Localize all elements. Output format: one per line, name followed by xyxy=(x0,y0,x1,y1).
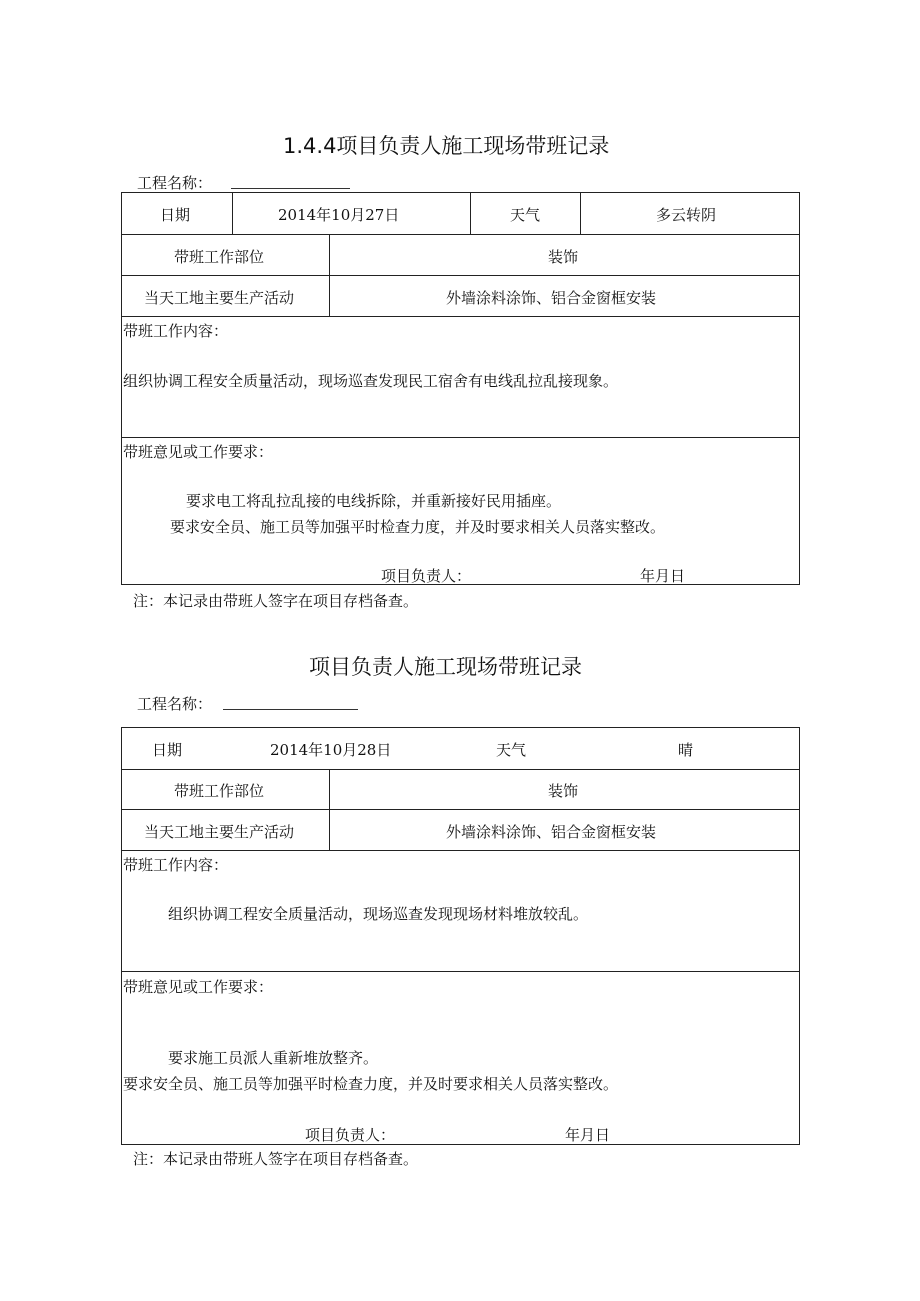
record2-leader-label: 项目负责人： xyxy=(305,1126,396,1144)
record2-activity-label: 当天工地主要生产活动 xyxy=(144,823,295,841)
record1-ymd-label: 年月日 xyxy=(640,567,686,585)
record2-project-name-field[interactable] xyxy=(223,709,358,710)
record1-activity-label: 当天工地主要生产活动 xyxy=(144,289,295,307)
record1-leader-label: 项目负责人： xyxy=(381,567,472,585)
record2-project-label: 工程名称： xyxy=(137,695,213,713)
record2-title: 项目负责人施工现场带班记录 xyxy=(309,655,582,679)
record2-weather-label: 天气 xyxy=(496,741,527,759)
record1-weather-label: 天气 xyxy=(510,206,541,224)
record1-project-label: 工程名称： xyxy=(137,174,213,192)
record1-row-divider xyxy=(121,437,800,438)
record2-date-value: 2014年10月28日 xyxy=(270,741,392,759)
record1-row-divider xyxy=(121,234,800,235)
record1-dept-value: 装饰 xyxy=(548,248,579,266)
record1-content-label: 带班工作内容： xyxy=(123,322,229,340)
record1-col-divider xyxy=(580,192,581,234)
record1-col-divider xyxy=(470,192,471,234)
record1-opinion-line1: 要求电工将乱拉乱接的电线拆除，并重新接好民用插座。 xyxy=(186,492,562,510)
record1-title: 1.4.4项目负责人施工现场带班记录 xyxy=(283,134,610,158)
record1-opinion-line2: 要求安全员、施工员等加强平时检查力度，并及时要求相关人员落实整改。 xyxy=(170,518,666,536)
record1-col-divider xyxy=(329,234,330,316)
record2-weather-value: 晴 xyxy=(678,741,694,759)
record1-row-divider xyxy=(121,275,800,276)
record2-dept-label: 带班工作部位 xyxy=(174,782,265,800)
record2-ymd-label: 年月日 xyxy=(565,1126,611,1144)
record2-opinion-line2: 要求安全员、施工员等加强平时检查力度，并及时要求相关人员落实整改。 xyxy=(123,1075,619,1093)
record1-weather-value: 多云转阴 xyxy=(656,206,717,224)
record2-row-divider xyxy=(121,809,800,810)
record2-content-text: 组织协调工程安全质量活动，现场巡查发现现场材料堆放较乱。 xyxy=(168,905,589,923)
record1-opinion-label: 带班意见或工作要求： xyxy=(123,443,274,461)
record1-row-divider xyxy=(121,316,800,317)
record2-dept-value: 装饰 xyxy=(548,782,579,800)
record1-content-text: 组织协调工程安全质量活动，现场巡查发现民工宿舍有电线乱拉乱接现象。 xyxy=(123,372,619,390)
record2-opinion-line1: 要求施工员派人重新堆放整齐。 xyxy=(168,1049,379,1067)
record1-project-name-field[interactable] xyxy=(231,188,350,189)
record2-row-divider xyxy=(121,971,800,972)
record2-date-label: 日期 xyxy=(152,741,183,759)
record2-content-label: 带班工作内容： xyxy=(123,856,229,874)
record2-note: 注：本记录由带班人签字在项目存档备查。 xyxy=(133,1150,419,1168)
record1-col-divider xyxy=(232,192,233,234)
record2-row-divider xyxy=(121,850,800,851)
record1-note: 注：本记录由带班人签字在项目存档备查。 xyxy=(133,592,419,610)
record1-activity-value: 外墙涂料涂饰、铝合金窗框安装 xyxy=(446,289,657,307)
record1-date-value: 2014年10月27日 xyxy=(278,206,400,224)
record2-col-divider xyxy=(329,769,330,850)
record2-opinion-label: 带班意见或工作要求： xyxy=(123,978,274,996)
record2-activity-value: 外墙涂料涂饰、铝合金窗框安装 xyxy=(446,823,657,841)
record1-date-label: 日期 xyxy=(160,206,191,224)
record1-dept-label: 带班工作部位 xyxy=(174,248,265,266)
record2-row-divider xyxy=(121,769,800,770)
